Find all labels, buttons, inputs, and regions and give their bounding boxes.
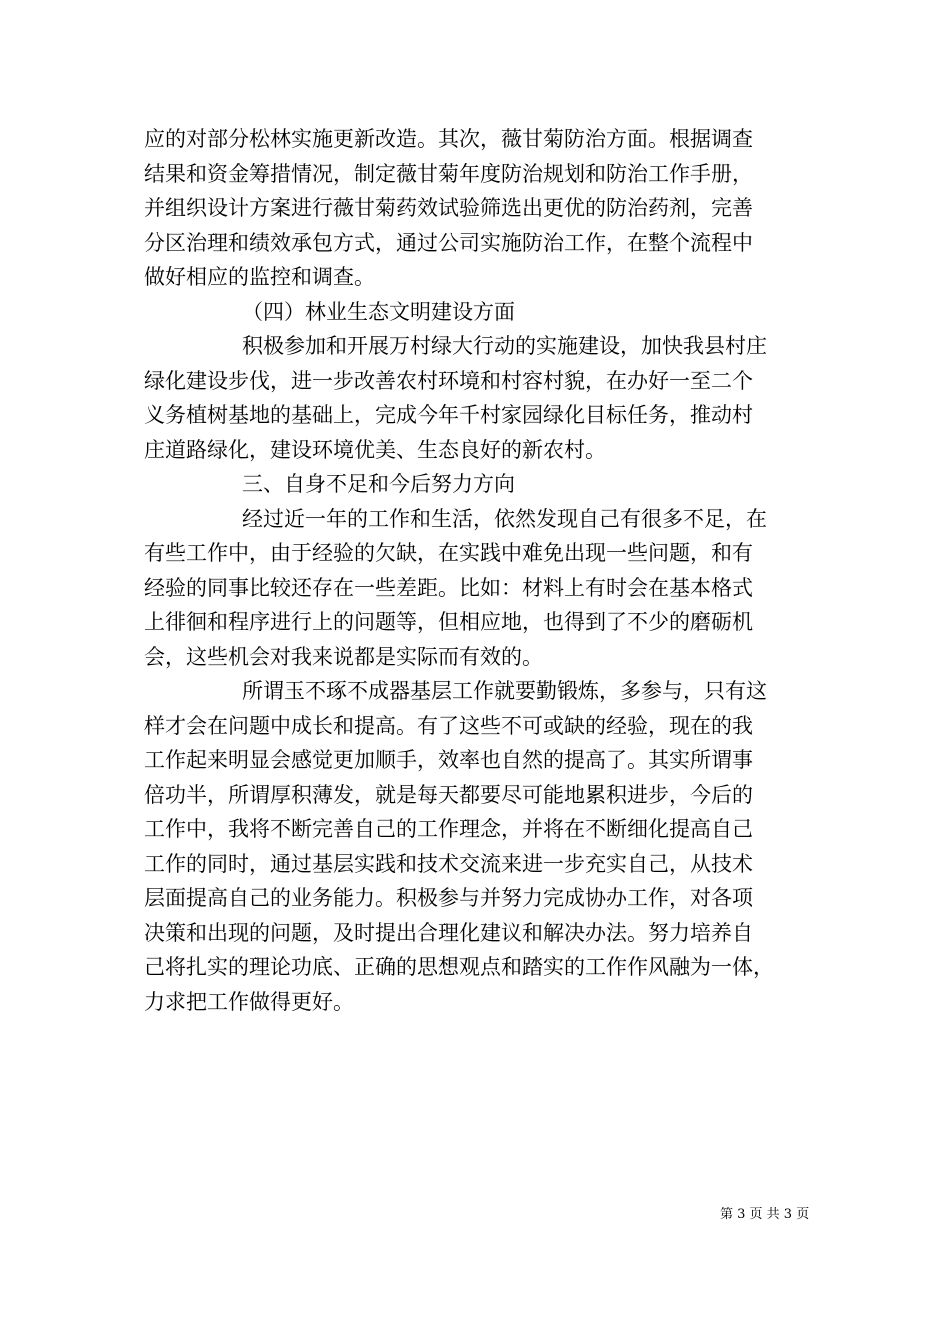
paragraph-line: 工作起来明显会感觉更加顺手，效率也自然的提高了。其实所谓事: [144, 748, 753, 772]
paragraph-line: 样才会在问题中成长和提高。有了这些不可或缺的经验，现在的我: [144, 713, 753, 738]
paragraph-line: 有些工作中，由于经验的欠缺，在实践中难免出现一些问题，和有: [144, 541, 753, 565]
paragraph-1: [144, 122, 814, 295]
paragraph-line: 上徘徊和程序进行上的问题等，但相应地，也得到了不少的磨砺机: [144, 610, 753, 634]
paragraph-line: 绿化建设步伐，进一步改善农村环境和村容村貌，在办好一至二个: [144, 368, 753, 393]
paragraph-line: 结果和资金筹措情况，制定薇甘菊年度防治规划和防治工作手册，: [144, 161, 753, 186]
section-heading-shortcomings: 三、自身不足和今后努力方向: [242, 472, 515, 496]
paragraph-line: 并组织设计方案进行薇甘菊药效试验筛选出更优的防治药剂，完善: [144, 196, 753, 220]
paragraph-line: 庄道路绿化，建设环境优美、生态良好的新农村。: [144, 437, 606, 462]
paragraph-3: [144, 502, 814, 675]
section-heading-forestry-ecology: （四）林业生态文明建设方面: [242, 299, 515, 324]
paragraph-line: 应的对部分松林实施更新改造。其次，薇甘菊防治方面。根据调查: [144, 127, 753, 151]
paragraph-line: 积极参加和开展万村绿大行动的实施建设，加快我县村庄: [242, 334, 767, 358]
paragraph-line: 分区治理和绩效承包方式，通过公司实施防治工作，在整个流程中: [144, 230, 753, 255]
paragraph-line: 工作中，我将不断完善自己的工作理念，并将在不断细化提高自己: [144, 817, 753, 841]
paragraph-line: 倍功半，所谓厚积薄发，就是每天都要尽可能地累积进步，今后的: [144, 782, 753, 807]
paragraph-line: 做好相应的监控和调查。: [144, 265, 375, 289]
paragraph-line: 己将扎实的理论功底、正确的思想观点和踏实的工作作风融为一体，: [144, 955, 774, 979]
paragraph-4: [144, 674, 814, 1019]
paragraph-line: 工作的同时，通过基层实践和技术交流来进一步充实自己，从技术: [144, 851, 753, 876]
paragraph-line: 力求把工作做得更好。: [144, 989, 354, 1014]
paragraph-line: 会，这些机会对我来说都是实际而有效的。: [144, 644, 543, 669]
paragraph-line: 经验的同事比较还存在一些差距。比如：材料上有时会在基本格式: [144, 575, 753, 600]
paragraph-line: 决策和出现的问题，及时提出合理化建议和解决办法。努力培养自: [144, 920, 753, 945]
paragraph-line: 层面提高自己的业务能力。积极参与并努力完成协办工作，对各项: [144, 886, 753, 910]
document-body: [144, 122, 814, 1019]
paragraph-line: 所谓玉不琢不成器基层工作就要勤锻炼，多参与，只有这: [242, 679, 767, 703]
paragraph-line: 经过近一年的工作和生活，依然发现自己有很多不足，在: [242, 506, 767, 531]
paragraph-2: [144, 329, 814, 467]
page-number: 第 3 页 共 3 页: [720, 1207, 810, 1222]
paragraph-line: 义务植树基地的基础上，完成今年千村家园绿化目标任务，推动村: [144, 403, 753, 427]
